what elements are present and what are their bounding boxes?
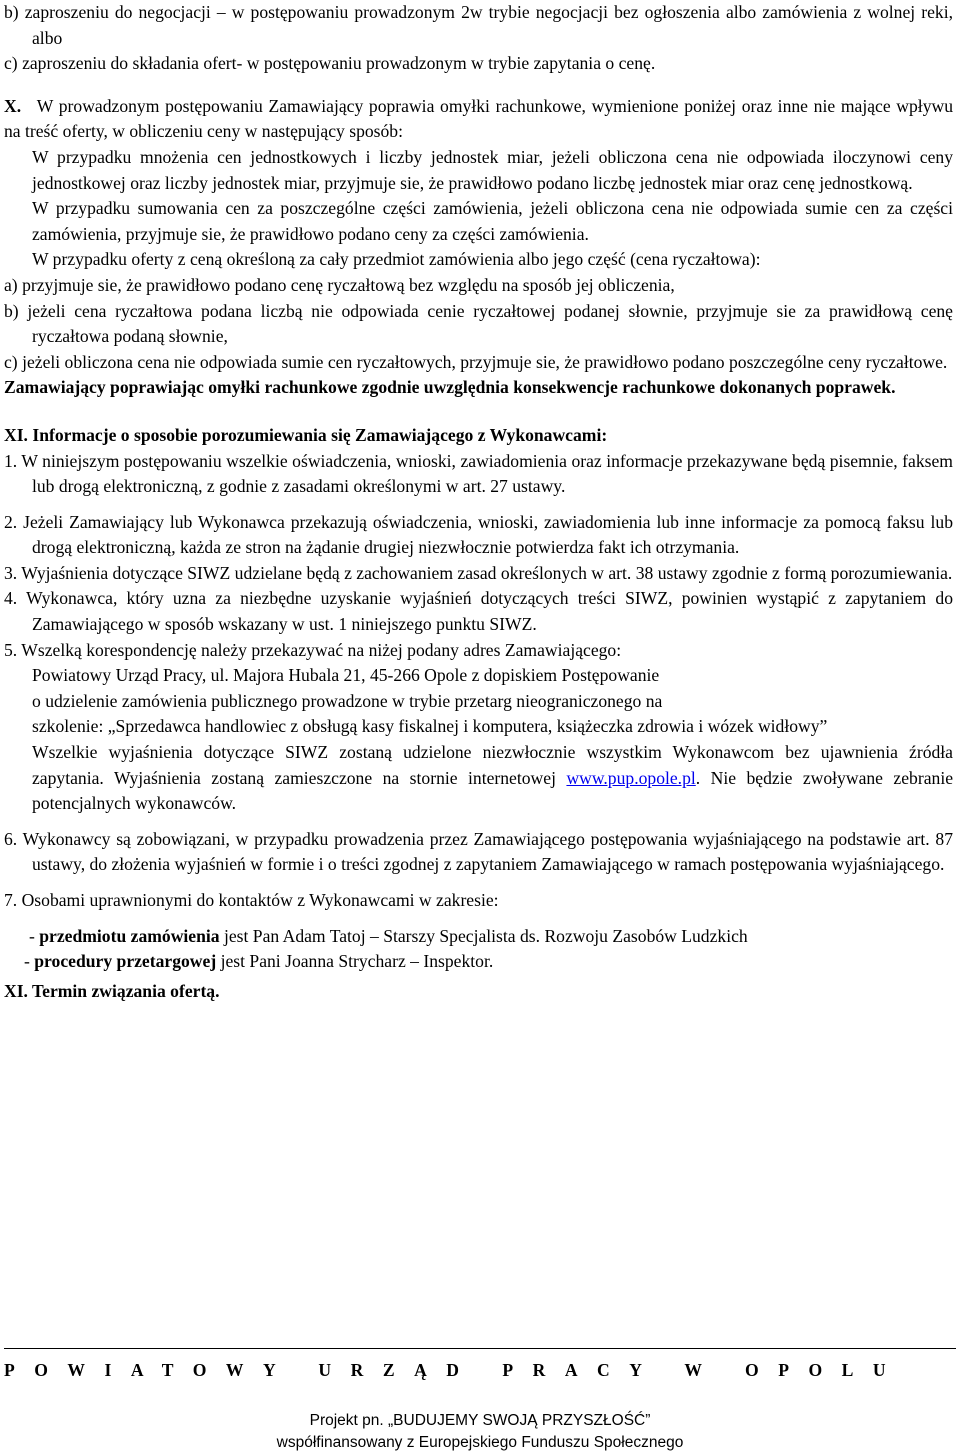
explanations-after-link: . Nie będzie zwoływane zebranie potencjalnych wykonawców.: [32, 767, 954, 814]
footer-organization: POWIATOWY URZĄD PRACY W OPOLU: [4, 1360, 906, 1380]
section-x-paragraph-3: W przypadku oferty z ceną określoną za cały przedmiot zamówienia albo jego część (cena ryczałtowa):: [32, 249, 761, 270]
section-x-intro-text: W prowadzonym postępowaniu Zamawiający poprawia omyłki rachunkowe, wymienione poniżej oraz inne nie mające wpływu na treść oferty, w obliczeniu ceny w następujący sposób:: [4, 95, 953, 142]
contact-subject-matter: [4, 924, 953, 950]
footer-project-info: [0, 1410, 960, 1454]
section-x-item-c: c) jeżeli obliczona cena nie odpowiada sumie cen ryczałtowych, przyjmuje sie, że prawidłowo podano poszczególne ceny ryczałtowe.: [4, 351, 948, 372]
section-xi-item-5-address: Powiatowy Urząd Pracy, ul. Majora Hubala 21, 45-266 Opole z dopiskiem Postępowanie: [32, 665, 660, 686]
section-xi-item-5-explanations: [4, 740, 953, 817]
intro-line-c: c) zaproszeniu do składania ofert- w postępowaniu prowadzonym w trybie zapytania o cenę.: [4, 53, 656, 74]
section-xi-item-1: 1. W niniejszym postępowaniu wszelkie oświadczenia, wnioski, zawiadomienia oraz informacje przekazywane będą pisemnie, faksem lub drogą elektroniczną, z godnie z zasadami określonymi w art. 27 ustawy.: [4, 450, 953, 497]
website-link[interactable]: www.pup.opole.pl: [566, 767, 696, 788]
contact-2-dash: -: [24, 951, 35, 972]
contact-2-person: jest Pani Joanna Strycharz – Inspektor.: [216, 951, 494, 972]
footer-divider: [4, 1348, 956, 1349]
section-xi-item-4: 4. Wykonawca, który uzna za niezbędne uzyskanie wyjaśnień dotyczących treści SIWZ, powinien wystąpić z zapytaniem do Zamawiającego w sposób wskazany w ust. 1 niniejszego punktu SIWZ.: [4, 588, 953, 635]
footer-project-title: Projekt pn. „BUDUJEMY SWOJĄ PRZYSZŁOŚĆ”: [309, 1412, 651, 1429]
contact-1-person: jest Pan Adam Tatoj – Starszy Specjalista ds. Rozwoju Zasobów Ludzkich: [219, 925, 748, 946]
section-xi: [4, 423, 953, 1004]
section-xi-item-2: 2. Jeżeli Zamawiający lub Wykonawca przekazują oświadczenia, wnioski, zawiadomienia lub inne informacje za pomocą faksu lub drogą elektroniczną, każda ze stron na żądanie drugiej niezwłocznie potwierdza fakt ich otrzymania.: [4, 511, 953, 558]
document-page: [4, 0, 953, 1004]
section-x-paragraph-2: W przypadku sumowania cen za poszczególne części zamówienia, jeżeli obliczona cena nie odpowiada sumie cen za części zamówienia, przyjmuje sie, że prawidłowo podano ceny za części zamówienia.: [32, 198, 953, 244]
contact-2-label: procedury przetargowej: [34, 951, 217, 972]
section-x-paragraph-1: W przypadku mnożenia cen jednostkowych i liczby jednostek miar, jeżeli obliczona cena nie odpowiada iloczynowi ceny jednostkowej oraz liczby jednostek miar, przyjmuje sie, że prawidłowo podano liczbę jednostek miar oraz cenę jednostkową.: [32, 146, 953, 193]
section-x-item-a: a) przyjmuje sie, że prawidłowo podano cenę ryczałtową bez względu na sposób jej obliczenia,: [4, 274, 675, 295]
contact-1-dash: -: [29, 925, 40, 946]
section-xi-heading: XI. Informacje o sposobie porozumiewania się Zamawiającego z Wykonawcami:: [4, 424, 608, 445]
footer-cofinanced: współfinansowany z Europejskiego Funduszu Społecznego: [276, 1434, 684, 1451]
section-x: [4, 94, 953, 401]
intro-line-b: b) zaproszeniu do negocjacji – w postępowaniu prowadzonym 2w trybie negocjacji bez ogłoszenia albo zamówienia z wolnej reki, albo: [4, 2, 953, 48]
section-xi-item-5: 5. Wszelką korespondencję należy przekazywać na niżej podany adres Zamawiającego:: [4, 639, 622, 660]
section-x-number: X.: [4, 95, 22, 116]
section-xi-item-3: 3. Wyjaśnienia dotyczące SIWZ udzielane będą z zachowaniem zasad określonych w art. 38 ustawy zgodnie z formą porozumiewania.: [4, 562, 953, 583]
section-x-item-b: b) jeżeli cena ryczałtowa podana liczbą nie odpowiada cenie ryczałtowej podanej słownie, przyjmuje sie za prawidłową cenę ryczałtowa podaną słownie,: [4, 300, 953, 347]
section-xi-item-5-training: szkolenie: „Sprzedawca handlowiec z obsługą kasy fiskalnej i komputera, książeczka zdrowia i wózek widłowy”: [32, 716, 828, 737]
section-xi-item-7: 7. Osobami uprawnionymi do kontaktów z Wykonawcami w zakresie:: [4, 890, 499, 910]
section-xi-item-6: 6. Wykonawcy są zobowiązani, w przypadku prowadzenia przez Zamawiającego postępowania wyjaśniającego na podstawie art. 87 ustawy, do złożenia wyjaśnień w formie i o treści zgodnej z zapytaniem Zamawiającego w ramach postępowania wyjaśniającego.: [4, 828, 953, 875]
explanations-text: Wszelkie wyjaśnienia dotyczące SIWZ zostaną udzielone niezwłocznie wszystkim Wykonawcom bez ujawnienia źródła zapytania. Wyjaśnienia zostaną zamieszczone na stornie internetowej: [32, 742, 953, 788]
section-xi-b-heading: XI. Termin związania ofertą.: [4, 980, 220, 1001]
section-x-bold-note: Zamawiający poprawiając omyłki rachunkowe zgodnie uwzględnia konsekwencje rachunkowe dokonanych poprawek.: [4, 377, 896, 398]
contact-procedure: [4, 949, 953, 975]
section-x-intro: [4, 94, 953, 145]
contact-1-label: przedmiotu zamówienia: [39, 925, 220, 946]
section-xi-item-5-subject: o udzielenie zamówienia publicznego prowadzone w trybie przetarg nieograniczonego na: [32, 690, 663, 711]
